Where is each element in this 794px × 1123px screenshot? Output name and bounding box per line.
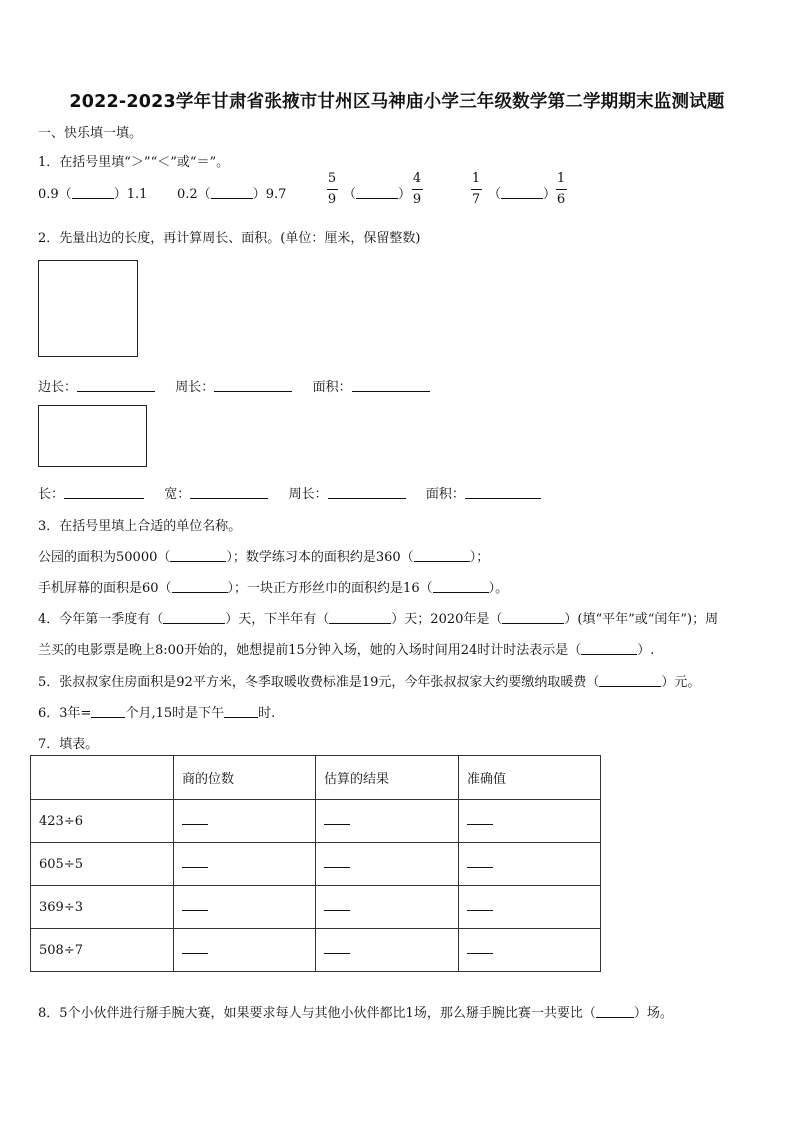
q7-table	[30, 755, 601, 972]
rect-length-blank[interactable]	[64, 486, 144, 499]
q1-item-b	[177, 183, 286, 202]
fraction-numerator: 1	[471, 171, 481, 186]
q1-item-d-paren: （ ）	[488, 187, 557, 202]
fraction-denominator: 9	[327, 192, 337, 207]
square-figure	[38, 260, 138, 357]
section-heading: 一、快乐填一填。	[38, 126, 143, 141]
rect-width-label: 宽：	[164, 487, 191, 502]
question-4-line-2: 兰买的电影票是晚上8:00开始的，她想提前15分钟入场，她的入场时间用24时计时法表示是（ ）.	[38, 643, 655, 658]
table-cell-blank[interactable]	[459, 843, 601, 886]
table-row-label: 508÷7	[31, 929, 174, 972]
table-cell-blank[interactable]	[459, 800, 601, 843]
q1-item-d-blank[interactable]	[501, 186, 543, 199]
rectangle-answer-line	[38, 483, 541, 502]
q1-fraction-5-9	[325, 171, 339, 208]
table-cell-blank[interactable]	[316, 843, 459, 886]
fraction-numerator: 5	[327, 171, 337, 186]
square-perimeter-blank[interactable]	[214, 379, 292, 392]
rect-length-label: 长：	[38, 487, 65, 502]
q1-fraction-1-6	[554, 171, 568, 208]
table-cell-blank[interactable]	[174, 886, 316, 929]
square-answer-line	[38, 376, 430, 395]
table-row	[31, 886, 601, 929]
table-header-cell	[31, 756, 174, 800]
q4-blank-4[interactable]	[581, 642, 637, 655]
table-header-cell: 估算的结果	[316, 756, 459, 800]
q1-item-b-left: 0.2（	[177, 187, 211, 202]
table-cell-blank[interactable]	[174, 929, 316, 972]
rect-width-blank[interactable]	[190, 486, 268, 499]
table-row-label: 369÷3	[31, 886, 174, 929]
q1-item-a-right: ）1.1	[113, 187, 148, 202]
q1-fraction-1-7	[469, 171, 483, 208]
q5-blank[interactable]	[599, 674, 661, 687]
q1-item-b-right: ）9.7	[252, 187, 287, 202]
table-row	[31, 800, 601, 843]
q1-item-c-blank[interactable]	[356, 186, 398, 199]
question-4-line-1: 4．今年第一季度有（ ）天，下半年有（ ）天；2020年是（ ）(填“平年”或“闰年”)；周	[38, 612, 719, 627]
table-row	[31, 929, 601, 972]
table-row	[31, 843, 601, 886]
rect-perimeter-label: 周长：	[288, 487, 328, 502]
q3-blank-2[interactable]	[414, 549, 470, 562]
fraction-denominator: 6	[556, 192, 566, 207]
q1-item-a-left: 0.9（	[38, 187, 72, 202]
q6-blank-1[interactable]	[91, 705, 125, 718]
q4-blank-3[interactable]	[502, 611, 564, 624]
question-3-line-2: 手机屏幕的面积是60（ ）；一块正方形丝巾的面积约是16（ ）。	[38, 581, 509, 596]
table-header-cell: 商的位数	[174, 756, 316, 800]
table-row-label: 423÷6	[31, 800, 174, 843]
q8-blank[interactable]	[596, 1005, 634, 1018]
fraction-denominator: 9	[412, 192, 422, 207]
table-header-cell: 准确值	[459, 756, 601, 800]
q6-blank-2[interactable]	[224, 705, 258, 718]
question-1-stem: 1．在括号里填“＞”“＜”或“＝”。	[38, 155, 230, 170]
q4-blank-2[interactable]	[329, 611, 391, 624]
table-cell-blank[interactable]	[316, 886, 459, 929]
question-3-line-1: 公园的面积为50000（ ）；数学练习本的面积约是360（ ）；	[38, 550, 490, 565]
q3-blank-1[interactable]	[170, 549, 226, 562]
table-cell-blank[interactable]	[174, 843, 316, 886]
q1-item-c-paren: （ ）	[343, 187, 412, 202]
question-3-stem: 3．在括号里填上合适的单位名称。	[38, 519, 242, 534]
question-5: 5．张叔叔家住房面积是92平方米，冬季取暖收费标准是19元，今年张叔叔家大约要缴纳取暖费（ ）元。	[38, 675, 701, 690]
rectangle-figure	[38, 405, 147, 467]
table-row-label: 605÷5	[31, 843, 174, 886]
page-title: 2022-2023学年甘肃省张掖市甘州区马神庙小学三年级数学第二学期期末监测试题	[69, 92, 725, 112]
q3-blank-3[interactable]	[172, 580, 228, 593]
square-area-label: 面积：	[312, 380, 352, 395]
q4-blank-1[interactable]	[163, 611, 225, 624]
question-7-stem: 7．填表。	[38, 737, 99, 752]
fraction-numerator: 1	[556, 171, 566, 186]
square-side-blank[interactable]	[77, 379, 155, 392]
question-8: 8．5个小伙伴进行掰手腕大赛，如果要求每人与其他小伙伴都比1场，那么掰手腕比赛一共要比（ ）场。	[38, 1006, 673, 1021]
square-perimeter-label: 周长：	[175, 380, 215, 395]
table-cell-blank[interactable]	[316, 929, 459, 972]
q1-fraction-4-9	[410, 171, 424, 208]
table-cell-blank[interactable]	[316, 800, 459, 843]
table-cell-blank[interactable]	[459, 886, 601, 929]
question-6: 6．3年= 个月,15时是下午 时.	[38, 706, 276, 721]
square-side-label: 边长：	[38, 380, 78, 395]
q1-item-b-blank[interactable]	[211, 186, 253, 199]
square-area-blank[interactable]	[352, 379, 430, 392]
q1-item-a	[38, 183, 147, 202]
q1-item-a-blank[interactable]	[72, 186, 114, 199]
question-2-stem: 2．先量出边的长度，再计算周长、面积。(单位：厘米，保留整数)	[38, 231, 421, 246]
q3-blank-4[interactable]	[433, 580, 489, 593]
fraction-numerator: 4	[412, 171, 422, 186]
fraction-denominator: 7	[471, 192, 481, 207]
rect-area-label: 面积：	[425, 487, 465, 502]
rect-area-blank[interactable]	[465, 486, 541, 499]
rect-perimeter-blank[interactable]	[328, 486, 406, 499]
table-cell-blank[interactable]	[174, 800, 316, 843]
table-cell-blank[interactable]	[459, 929, 601, 972]
table-header-row	[31, 756, 601, 800]
